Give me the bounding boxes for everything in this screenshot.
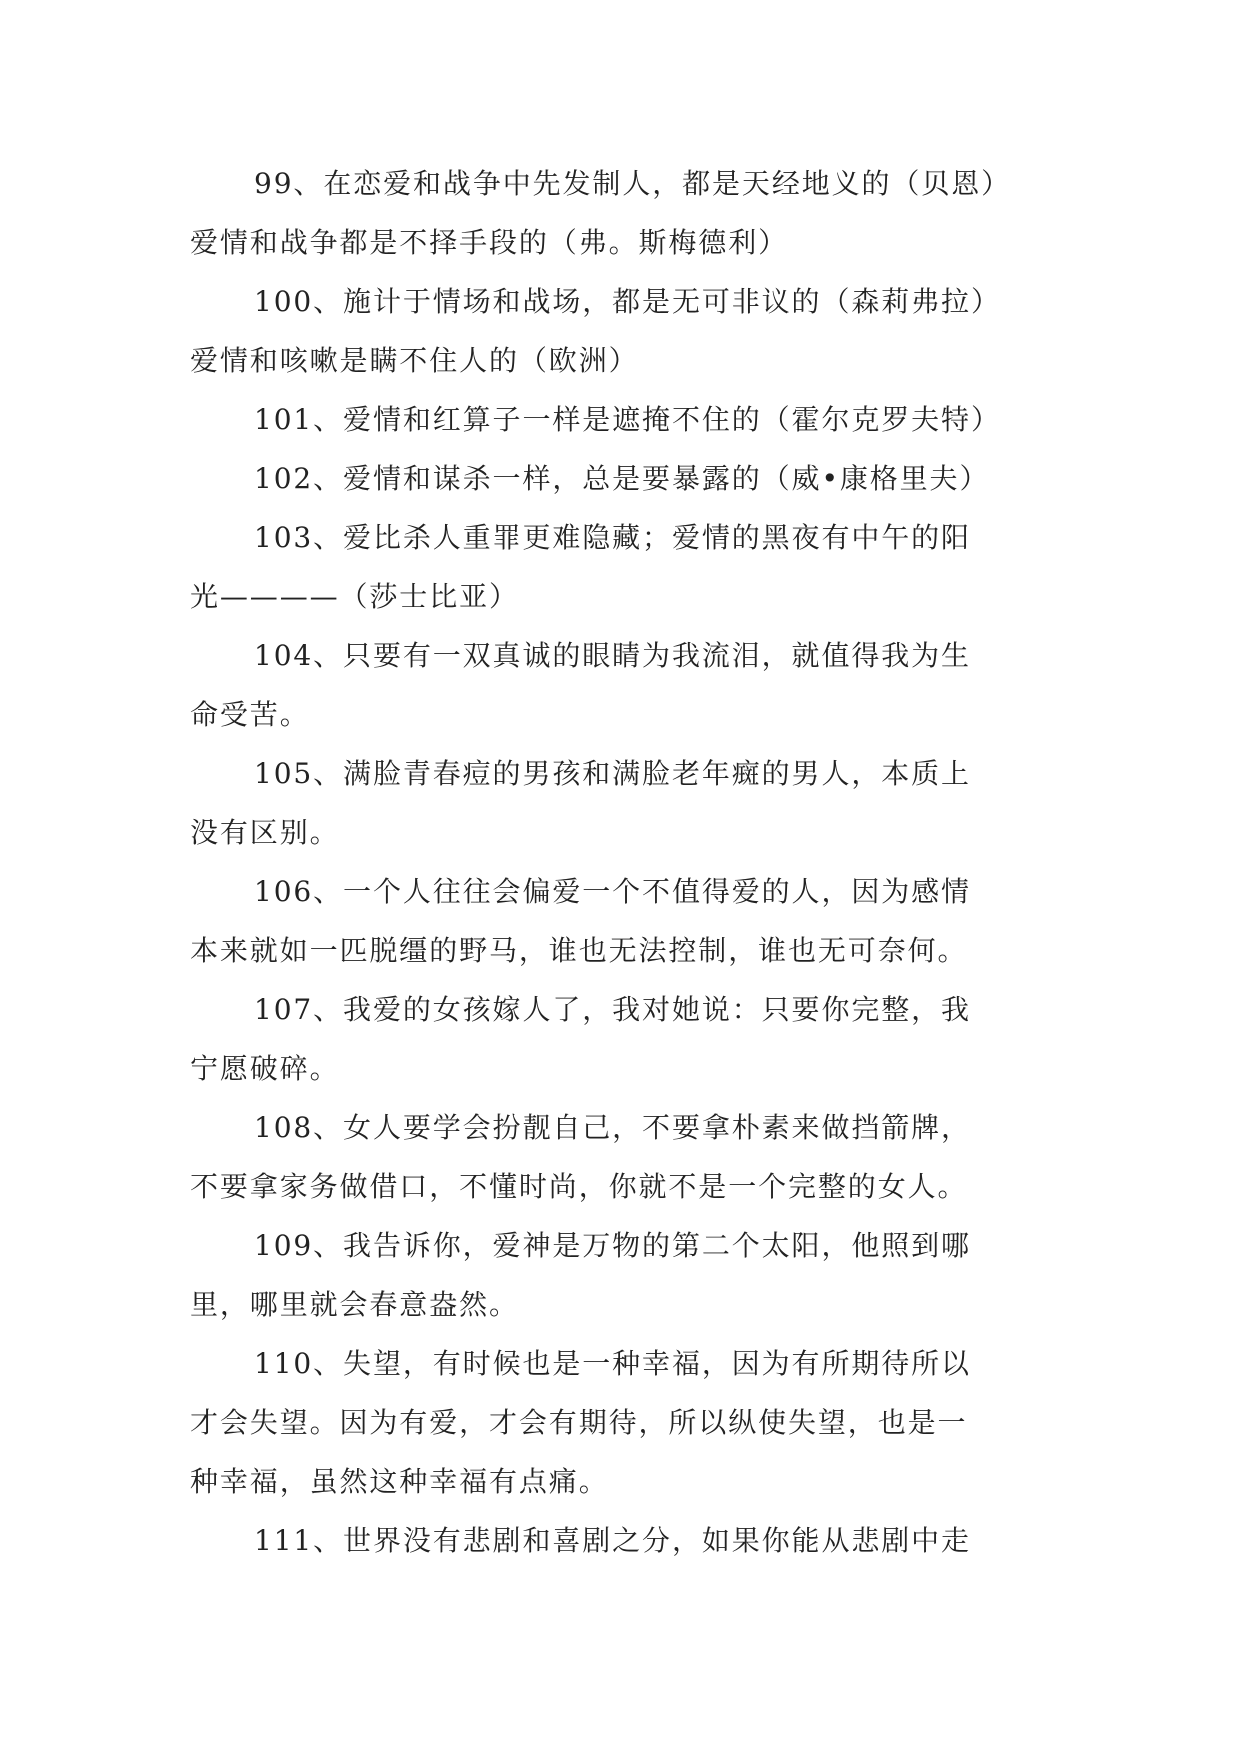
- text-line: 109、我告诉你，爱神是万物的第二个太阳，他照到哪: [254, 1229, 971, 1262]
- text-line: 种幸福，虽然这种幸福有点痛。: [190, 1465, 609, 1498]
- text-line: 才会失望。因为有爱，才会有期待，所以纵使失望，也是一: [190, 1406, 968, 1439]
- text-line: 110、失望，有时候也是一种幸福，因为有所期待所以: [254, 1347, 971, 1380]
- text-line: 100、施计于情场和战场，都是无可非议的（森莉弗拉）: [254, 285, 1001, 318]
- text-line: 里，哪里就会春意盎然。: [190, 1288, 519, 1321]
- text-line: 不要拿家务做借口，不懂时尚，你就不是一个完整的女人。: [190, 1170, 968, 1203]
- text-line: 104、只要有一双真诚的眼睛为我流泪，就值得我为生: [254, 639, 971, 672]
- text-line: 105、满脸青春痘的男孩和满脸老年癍的男人，本质上: [254, 757, 971, 790]
- text-line: 没有区别。: [190, 816, 340, 849]
- text-line: 106、一个人往往会偏爱一个不值得爱的人，因为感情: [254, 875, 971, 908]
- text-line: 本来就如一匹脱缰的野马，谁也无法控制，谁也无可奈何。: [190, 934, 968, 967]
- text-line: 108、女人要学会扮靓自己，不要拿朴素来做挡箭牌，: [254, 1111, 971, 1144]
- text-line: 宁愿破碎。: [190, 1052, 340, 1085]
- text-line: 102、爱情和谋杀一样，总是要暴露的（威•康格里夫）: [254, 462, 990, 495]
- text-line: 命受苦。: [190, 698, 310, 731]
- text-line: 爱情和战争都是不择手段的（弗。斯梅德利）: [190, 226, 789, 259]
- text-line: 爱情和咳嗽是瞒不住人的（欧洲）: [190, 344, 639, 377]
- text-line: 99、在恋爱和战争中先发制人，都是天经地义的（贝恩）: [254, 167, 1012, 200]
- text-line: 103、爱比杀人重罪更难隐藏；爱情的黑夜有中午的阳: [254, 521, 971, 554]
- text-line: 光————（莎士比亚）: [190, 580, 519, 613]
- text-line: 101、爱情和红算子一样是遮掩不住的（霍尔克罗夫特）: [254, 403, 1001, 436]
- text-line: 111、世界没有悲剧和喜剧之分，如果你能从悲剧中走: [254, 1524, 971, 1557]
- text-line: 107、我爱的女孩嫁人了，我对她说：只要你完整，我: [254, 993, 971, 1026]
- document-body: [190, 154, 1050, 1570]
